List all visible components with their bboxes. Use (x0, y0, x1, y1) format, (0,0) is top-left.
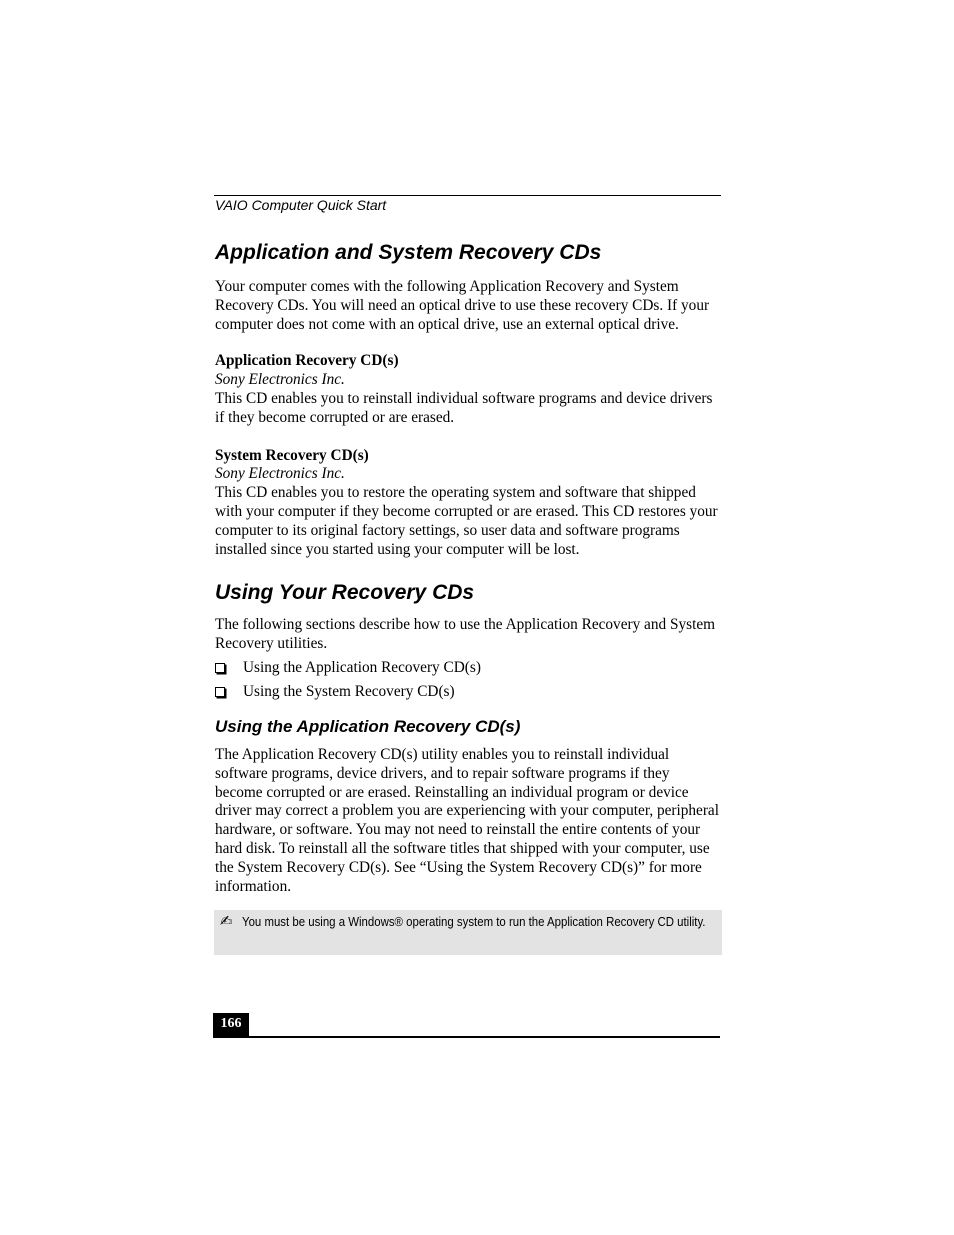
list-item-label: Using the System Recovery CD(s) (243, 682, 455, 700)
system-recovery-entry (215, 447, 720, 560)
note-text: You must be using a Windows® operating system to run the Application Recovery CD utility. (242, 915, 706, 929)
section-intro: Your computer comes with the following Application Recovery and System Recovery CDs. You will need an optical drive to use these recovery CDs. If your computer does not come with an optical drive, use an external optical drive. (215, 278, 710, 333)
recovery-topics-list (215, 659, 720, 707)
subsection-heading: Using the Application Recovery CD(s) (215, 716, 521, 736)
page-number: 166 (213, 1013, 249, 1037)
entry-vendor: Sony Electronics Inc. (215, 371, 345, 389)
section-intro: The following sections describe how to use the Application Recovery and System Recovery utilities. (215, 616, 716, 653)
entry-title: Application Recovery CD(s) (215, 352, 399, 370)
list-item-label: Using the Application Recovery CD(s) (243, 658, 481, 676)
entry-title: System Recovery CD(s) (215, 446, 369, 464)
page-content (215, 240, 720, 896)
entry-description: This CD enables you to reinstall individual software programs and device drivers if they become corrupted or are erased. (215, 389, 713, 426)
footer-rule (213, 1036, 720, 1038)
running-header: VAIO Computer Quick Start (215, 197, 387, 213)
entry-vendor: Sony Electronics Inc. (215, 465, 345, 483)
list-item (215, 683, 720, 707)
app-recovery-entry (215, 352, 720, 427)
checkbox-bullet-icon (215, 663, 225, 673)
section-heading-recovery-cds: Application and System Recovery CDs (215, 241, 602, 264)
note-box (214, 910, 722, 955)
section-heading-using-recovery: Using Your Recovery CDs (215, 581, 475, 605)
subsection-body: The Application Recovery CD(s) utility enables you to reinstall individual software programs, device drivers, and to repair software programs if they become corrupted or are erased. Reinstalling an individual program or device driver may correct a problem you are experiencing with your computer, peripheral hardware, or software. You may not need to reinstall the entire contents of your hard disk. To reinstall all the software titles that shipped with your computer, use the System Recovery CD(s). See “Using the System Recovery CD(s)” for more information. (215, 745, 719, 895)
pencil-note-icon: ✍ (220, 912, 233, 930)
checkbox-bullet-icon (215, 687, 225, 697)
list-item (215, 659, 720, 683)
entry-description: This CD enables you to restore the operating system and software that shipped with your computer if they become corrupted or are erased. This CD restores your computer to its original factory settings, so user data and software programs installed since you started using your computer will be lost. (215, 484, 718, 558)
header-rule (214, 195, 721, 196)
